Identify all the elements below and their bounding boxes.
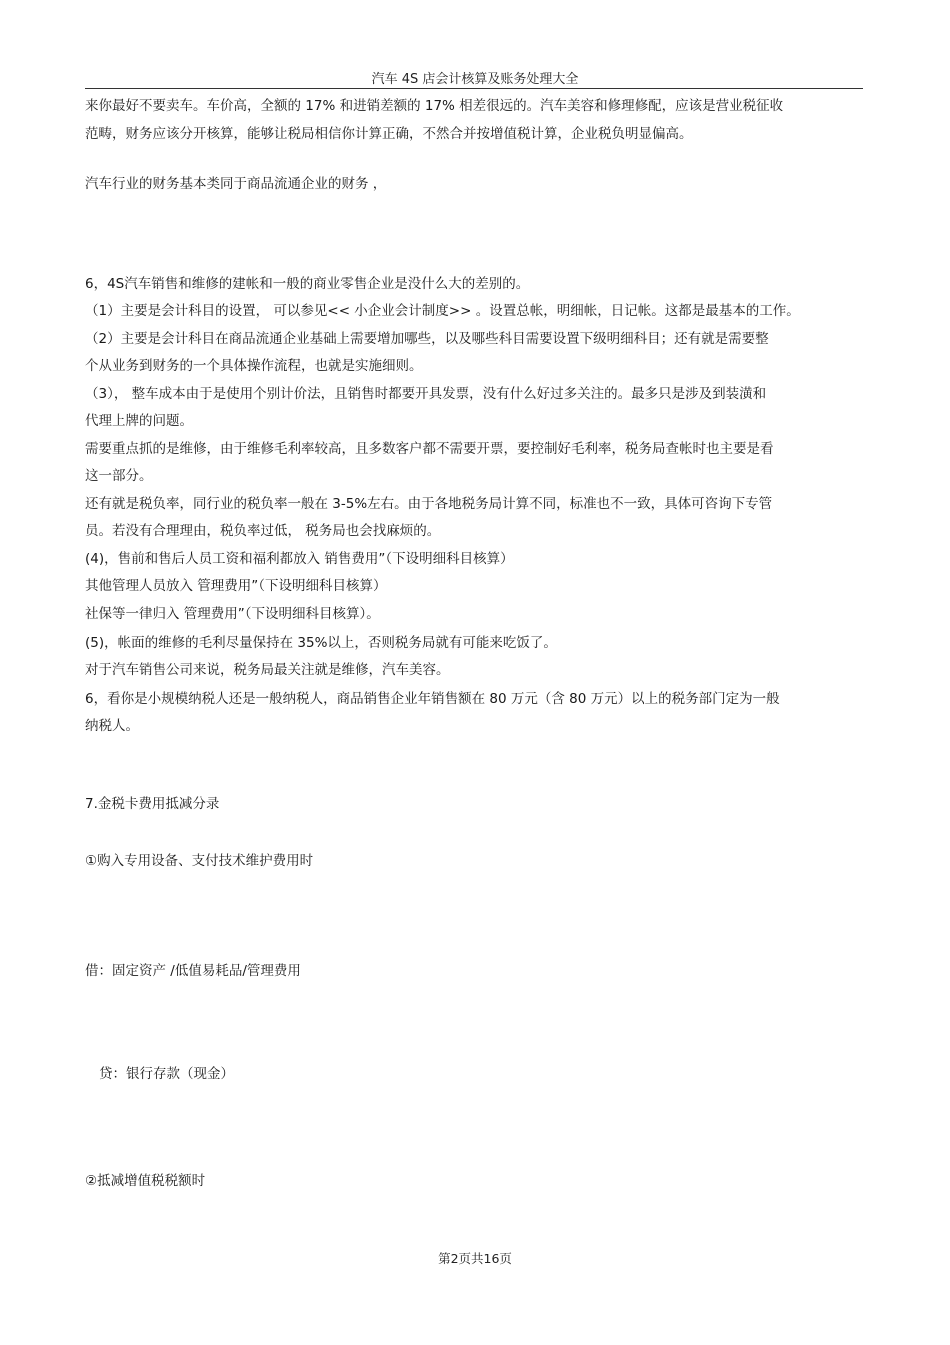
body-line-5: （1）主要是会计科目的设置， 可以参见<< 小企业会计制度>> 。设置总帐，明细帐，日记帐。这都是最基本的工作。 (85, 303, 800, 319)
body-line-18: 对于汽车销售公司来说，税务局最关注就是维修，汽车美容。 (85, 662, 450, 678)
entry-step-2: ②抵减增值税税额时 (85, 1173, 206, 1189)
body-line-7: 个从业务到财务的一个具体操作流程，也就是实施细则。 (85, 358, 423, 374)
entry-step-1: ①购入专用设备、支付技术维护费用时 (85, 853, 314, 869)
body-line-10: 需要重点抓的是维修，由于维修毛利率较高，且多数客户都不需要开票，要控制好毛利率，税务局查帐时也主要是看 (85, 441, 774, 457)
page-number: 第2页共16页 (438, 1251, 512, 1266)
body-line-12: 还有就是税负率，同行业的税负率一般在 3-5%左右。由于各地税务局计算不同，标准也不一致，具体可咨询下专管 (85, 496, 773, 512)
body-line-8: （3）， 整车成本由于是使用个别计价法，且销售时都要开具发票，没有什么好过多关注的。最多只是涉及到装潢和 (85, 386, 767, 402)
body-line-11: 这一部分。 (85, 468, 153, 484)
debit-entry: 借：固定资产 /低值易耗品/管理费用 (85, 963, 301, 979)
section-7-heading: 7.金税卡费用抵减分录 (85, 796, 220, 812)
body-line-9: 代理上牌的问题。 (85, 413, 193, 429)
body-line-6: （2）主要是会计科目在商品流通企业基础上需要增加哪些，以及哪些科目需要设置下级明细科目；还有就是需要整 (85, 331, 769, 347)
header-divider (85, 88, 863, 89)
body-line-19: 6，看你是小规模纳税人还是一般纳税人，商品销售企业年销售额在 80 万元（含 80 万元）以上的税务部门定为一般 (85, 691, 780, 707)
body-line-20: 纳税人。 (85, 718, 139, 734)
page-header-title: 汽车 4S 店会计核算及账务处理大全 (371, 72, 579, 87)
body-line-3: 汽车行业的财务基本类同于商品流通企业的财务 ， (85, 176, 387, 192)
body-line-2: 范畴，财务应该分开核算，能够让税局相信你计算正确，不然合并按增值税计算，企业税负明显偏高。 (85, 126, 693, 142)
body-line-16: 社保等一律归入 管理费用”（下设明细科目核算）。 (85, 606, 380, 622)
body-line-13: 员。若没有合理理由，税负率过低， 税务局也会找麻烦的。 (85, 523, 441, 539)
section-6-heading: 6，4S汽车销售和维修的建帐和一般的商业零售企业是没什么大的差别的。 (85, 276, 530, 292)
body-line-1: 来你最好不要卖车。车价高，全额的 17% 和进销差额的 17% 相差很远的。汽车美容和修理修配，应该是营业税征收 (85, 98, 784, 114)
credit-entry: 贷：银行存款（现金） (99, 1066, 234, 1082)
body-line-15: 其他管理人员放入 管理费用”（下设明细科目核算） (85, 578, 387, 594)
body-line-14: (4)，售前和售后人员工资和福利都放入 销售费用”（下设明细科目核算） (85, 551, 514, 567)
body-line-17: (5)，帐面的维修的毛利尽量保持在 35%以上，否则税务局就有可能来吃饭了。 (85, 635, 557, 651)
